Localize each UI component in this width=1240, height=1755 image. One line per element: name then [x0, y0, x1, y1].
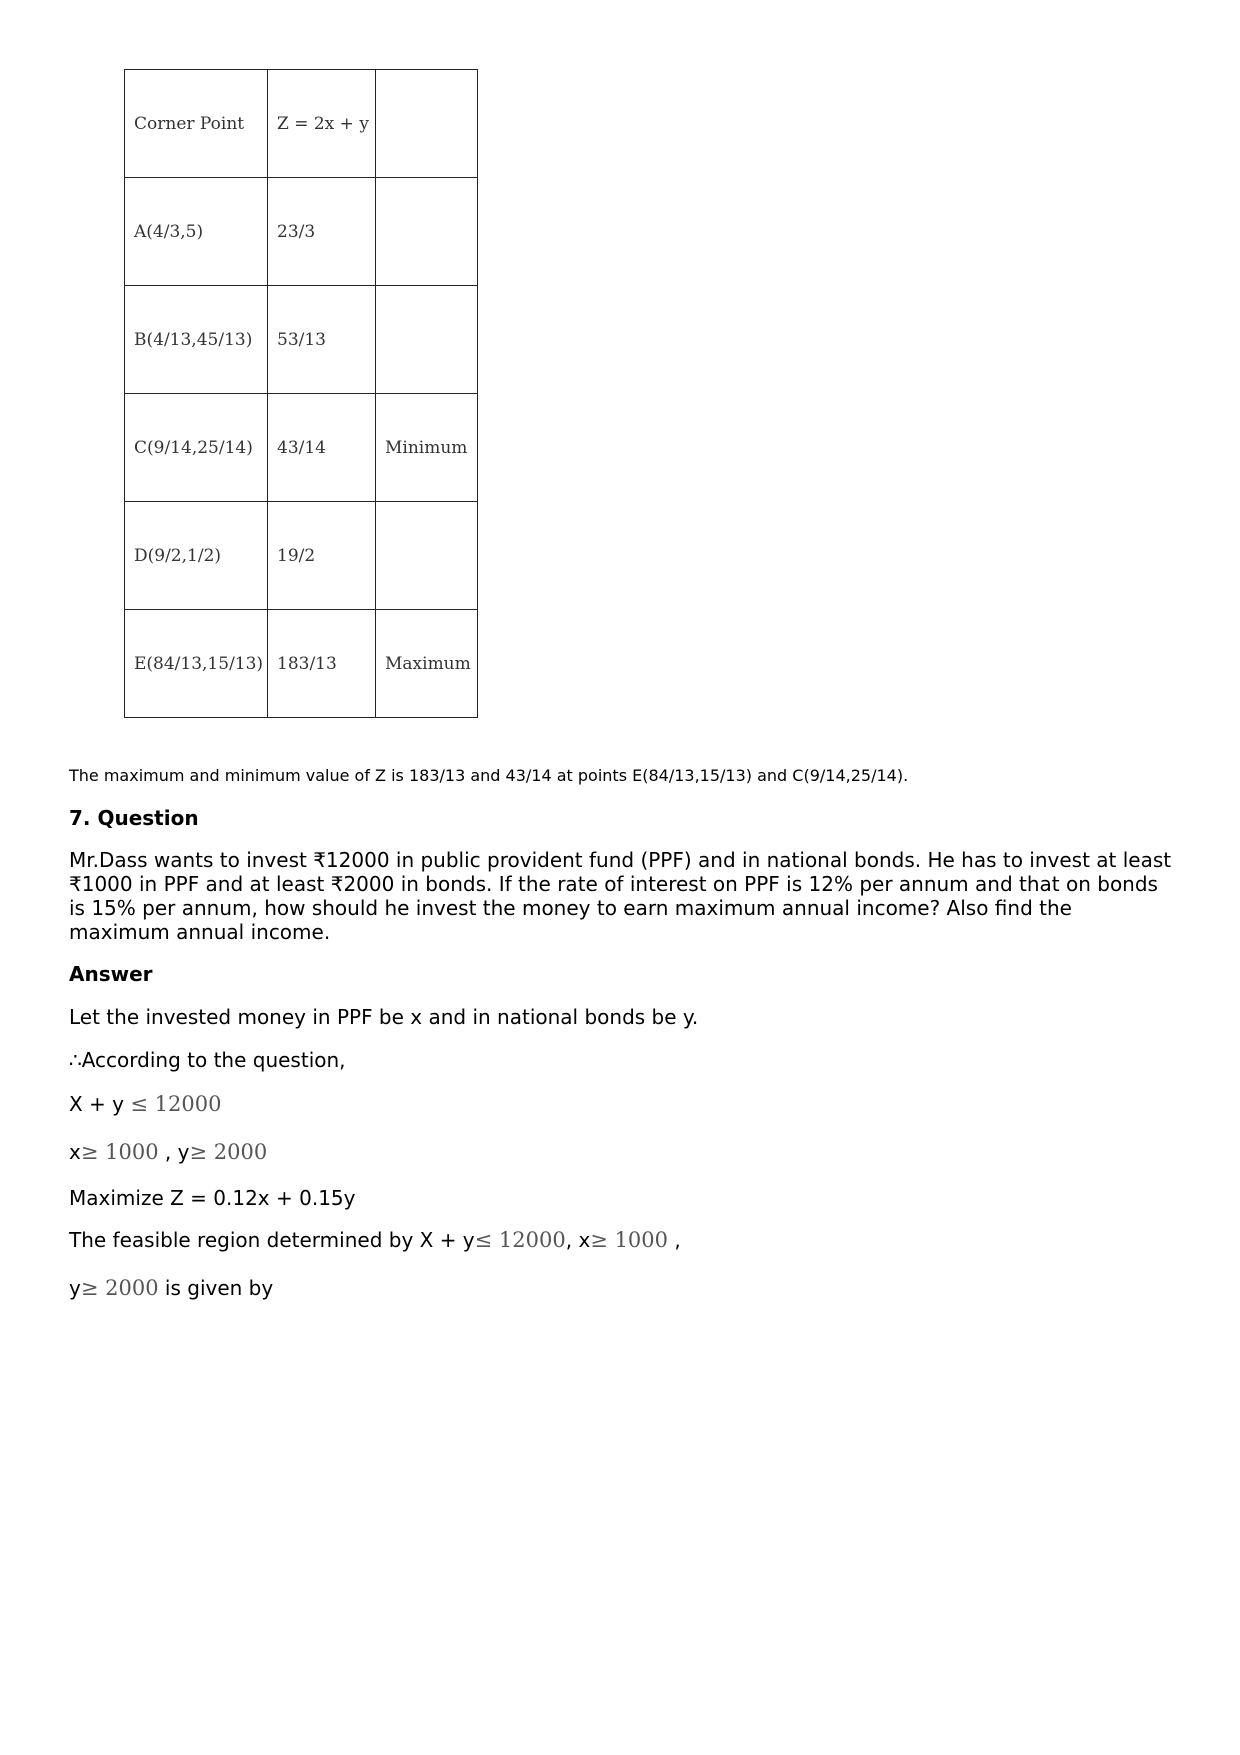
separator: , [674, 1228, 681, 1252]
table-cell: D(9/2,1/2) [125, 502, 268, 610]
table-row [125, 286, 478, 394]
table-cell: E(84/13,15/13) [125, 610, 268, 718]
table-cell: 53/13 [268, 286, 376, 394]
table-header-cell [376, 70, 478, 178]
last-math: ≥ 2000 [80, 1276, 159, 1300]
table-row [125, 178, 478, 286]
table-header-cell: Z = 2x + y [268, 70, 376, 178]
table-cell: 183/13 [268, 610, 376, 718]
question-heading: 7. Question [69, 806, 199, 830]
last-y: y [69, 1276, 81, 1300]
feasible-math-x: ≥ 1000 [590, 1228, 669, 1252]
constraint-y: y [177, 1140, 190, 1164]
question-text: Mr.Dass wants to invest ₹12000 in public provident fund (PPF) and in national bonds. He has to invest at least ₹1000 in PPF and at least ₹2000 in bonds. If the rate of interest on PPF is 12% per annum and that on bonds is 15% per annum, how should he invest the money to earn maximum annual income? Also find the maximum annual income. [69, 848, 1172, 944]
table-cell [376, 286, 478, 394]
table-cell: C(9/14,25/14) [125, 394, 268, 502]
separator: , [164, 1140, 172, 1164]
constraint-lhs: X + y [69, 1092, 125, 1116]
feasible-x: x [578, 1228, 591, 1252]
table-cell: Minimum [376, 394, 478, 502]
table-cell: B(4/13,45/13) [125, 286, 268, 394]
table-cell: 43/14 [268, 394, 376, 502]
table-header-row [125, 70, 478, 178]
table-row [125, 502, 478, 610]
feasible-prefix: The feasible region determined by X + y [69, 1228, 475, 1252]
table-header-cell: Corner Point [125, 70, 268, 178]
table-cell [376, 178, 478, 286]
answer-intro: Let the invested money in PPF be x and in national bonds be y. [69, 1005, 699, 1029]
objective-function: Maximize Z = 0.12x + 0.15y [69, 1186, 356, 1210]
table-cell: Maximum [376, 610, 478, 718]
constraint-bounds [69, 1140, 267, 1164]
feasible-math-total: ≤ 12000 [474, 1228, 566, 1252]
table-row [125, 394, 478, 502]
answer-heading: Answer [69, 962, 153, 986]
constraint-x-math: ≥ 1000 [80, 1140, 159, 1164]
constraint-x: x [69, 1140, 81, 1164]
constraint-total [69, 1092, 221, 1116]
constraint-math: ≤ 12000 [130, 1092, 222, 1116]
according-line: ∴According to the question, [69, 1048, 346, 1072]
separator: , [565, 1228, 573, 1252]
feasible-region-continuation [69, 1276, 273, 1300]
table-cell [376, 502, 478, 610]
last-suffix: is given by [164, 1276, 274, 1300]
table-cell: A(4/3,5) [125, 178, 268, 286]
feasible-region-line [69, 1228, 681, 1252]
table-cell: 23/3 [268, 178, 376, 286]
table-row [125, 610, 478, 718]
constraint-y-math: ≥ 2000 [189, 1140, 268, 1164]
table-cell: 19/2 [268, 502, 376, 610]
result-summary: The maximum and minimum value of Z is 183/13 and 43/14 at points E(84/13,15/13) and C(9/14,25/14). [69, 766, 909, 785]
corner-point-table [124, 69, 478, 718]
